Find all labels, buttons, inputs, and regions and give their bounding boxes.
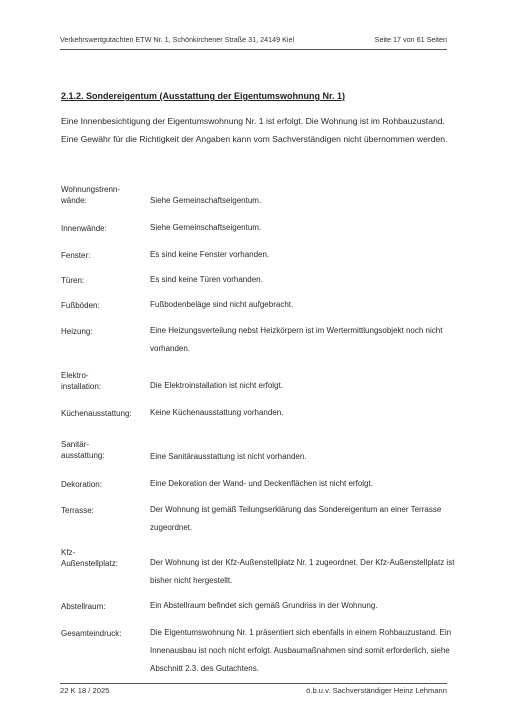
row-label-tueren xyxy=(61,275,84,286)
row-label-fenster xyxy=(61,250,90,261)
row-value-heizung: Eine Heizungsverteilung nebst Heizkörpern ist im Wertermittlungsobjekt noch nicht vorhanden. xyxy=(150,326,443,353)
header-page-number: Seite 17 von 61 Seiten xyxy=(374,35,447,44)
row-label-gesamteindruck xyxy=(61,628,121,639)
row-label-fussboeden xyxy=(61,300,100,311)
row-label-line: Dekoration: xyxy=(61,480,102,489)
row-label-line: wände: xyxy=(61,196,87,205)
row-label-line: Abstellraum: xyxy=(61,602,106,611)
row-label-heizung xyxy=(61,326,93,337)
row-label-dekoration xyxy=(61,479,102,490)
row-label-line: Heizung: xyxy=(61,327,93,336)
row-label-line: Fenster: xyxy=(61,251,91,260)
row-label-elektroinstallation xyxy=(61,370,101,392)
row-value-elektroinstallation: Die Elektroinstallation ist nicht erfolgt. xyxy=(150,381,283,390)
row-label-line: Wohnungstrenn- xyxy=(61,185,120,194)
row-label-sanitaerausstattung xyxy=(61,439,105,461)
row-label-wohnungstrennwaende xyxy=(61,184,120,206)
row-label-line: Kfz- xyxy=(61,548,76,557)
page-header xyxy=(60,35,447,47)
footer-rule xyxy=(60,683,447,684)
row-value-fenster: Es sind keine Fenster vorhanden. xyxy=(150,250,270,259)
row-value-fussboeden: Fußbodenbeläge sind nicht aufgebracht. xyxy=(150,300,294,309)
row-value-kfz-aussenstellplatz: Der Wohnung ist der Kfz-Außenstellplatz Nr. 1 zugeordnet. Der Kfz-Außenstellplatz ist bisher nicht hergestellt. xyxy=(150,558,455,585)
intro-paragraph: Eine Innenbesichtigung der Eigentumswohnung Nr. 1 ist erfolgt. Die Wohnung ist im Rohbauzustand. Eine Gewähr für die Richtigkeit der Angaben kann vom Sachverständigen nicht übernommen werden. xyxy=(61,116,448,144)
row-value-kuechenausstattung: Keine Küchenausstattung vorhanden. xyxy=(150,408,284,417)
row-value-terrasse: Der Wohnung ist gemäß Teilungserklärung das Sondereigentum an einer Terrasse zugeordnet. xyxy=(150,505,442,532)
row-label-line: Fußböden: xyxy=(61,301,100,310)
row-value-innenwaende: Siehe Gemeinschaftseigentum. xyxy=(150,223,262,232)
row-label-line: Elektro- xyxy=(61,371,89,380)
header-rule xyxy=(60,49,447,50)
row-value-abstellraum: Ein Abstellraum befindet sich gemäß Grundriss in der Wohnung. xyxy=(150,601,378,610)
row-value-wohnungstrennwaende: Siehe Gemeinschaftseigentum. xyxy=(150,196,262,205)
header-title: Verkehrswertgutachten ETW Nr. 1, Schönkirchener Straße 31, 24149 Kiel xyxy=(60,35,295,44)
row-label-line: installation: xyxy=(61,382,102,391)
row-label-kfz-aussenstellplatz xyxy=(61,547,118,569)
row-label-abstellraum xyxy=(61,601,105,612)
row-label-line: Innenwände: xyxy=(61,224,107,233)
footer-case-number: 22 K 18 / 2025 xyxy=(60,686,110,695)
row-value-sanitaerausstattung: Eine Sanitärausstattung ist nicht vorhanden. xyxy=(150,452,307,461)
row-value-gesamteindruck: Die Eigentumswohnung Nr. 1 präsentiert sich ebenfalls in einem Rohbauzustand. Ein Innenausbau ist noch nicht erfolgt. Ausbaumaßnahmen sind somit erforderlich, siehe Abschnitt 2.3. des Gutachtens. xyxy=(150,628,452,673)
row-label-line: Sanitär- xyxy=(61,440,90,449)
row-value-tueren: Es sind keine Türen vorhanden. xyxy=(150,275,263,284)
footer-author: ö.b.u.v. Sachverständiger Heinz Lehmann xyxy=(306,686,447,695)
row-label-terrasse xyxy=(61,505,94,516)
row-label-line: Außenstellplatz: xyxy=(61,559,118,568)
row-label-line: Gesamteindruck: xyxy=(61,629,122,638)
row-label-line: ausstattung: xyxy=(61,451,105,460)
row-label-line: Terrasse: xyxy=(61,506,94,515)
row-label-line: Türen: xyxy=(61,276,85,285)
row-label-kuechenausstattung xyxy=(61,408,132,419)
row-label-innenwaende xyxy=(61,223,107,234)
row-value-dekoration: Eine Dekoration der Wand- und Deckenflächen ist nicht erfolgt. xyxy=(150,479,373,488)
row-label-line: Küchenausstattung: xyxy=(61,409,132,418)
section-heading: 2.1.2. Sondereigentum (Ausstattung der Eigentumswohnung Nr. 1) xyxy=(61,91,346,101)
page-footer xyxy=(60,686,447,698)
